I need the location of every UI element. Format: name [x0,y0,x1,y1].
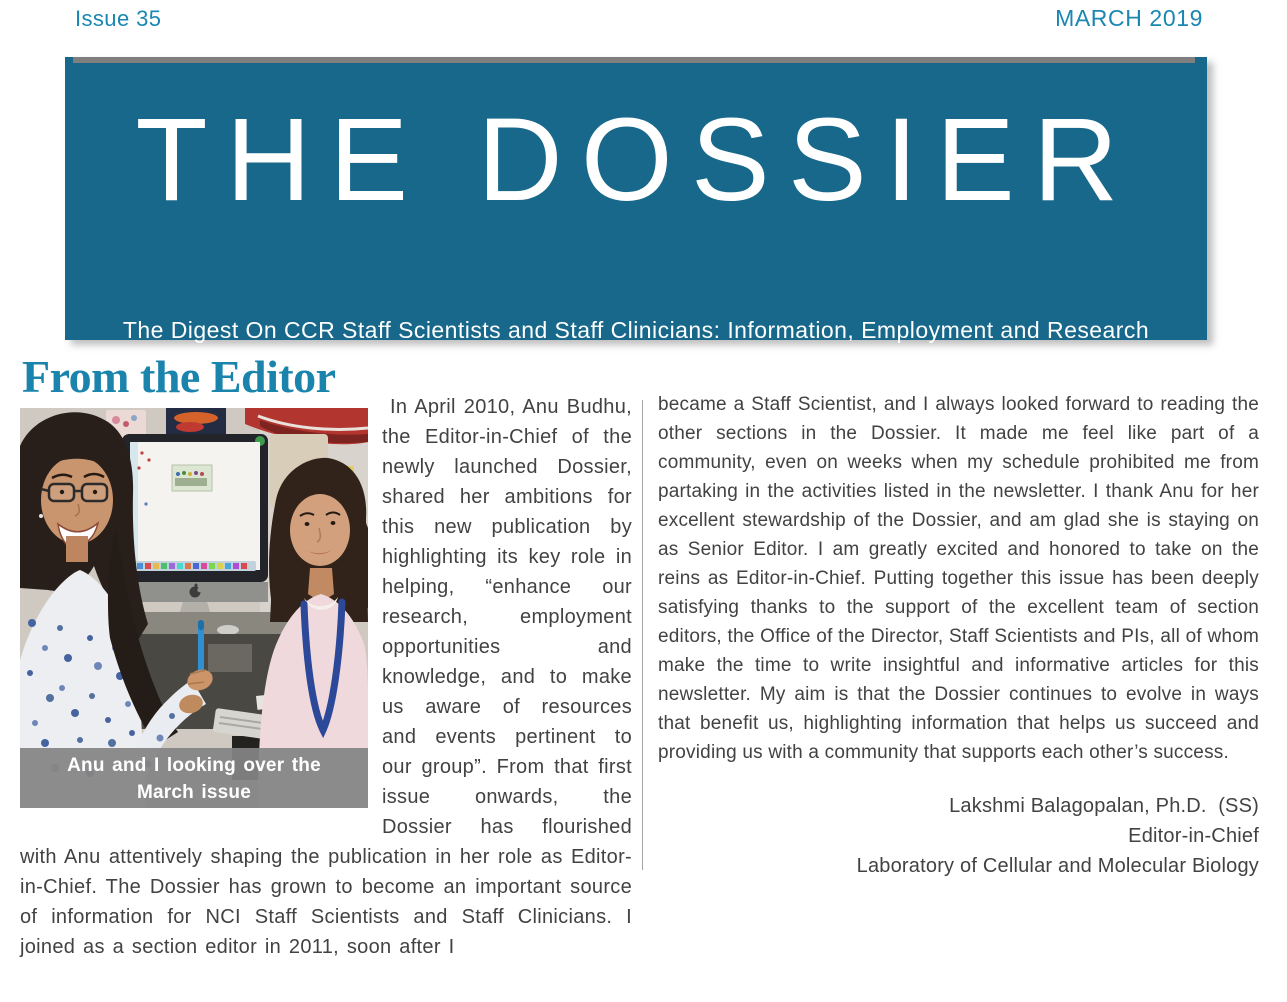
issue-date: MARCH 2019 [1055,5,1203,31]
section-heading: From the Editor [22,351,336,402]
signature-affiliation: Laboratory of Cellular and Molecular Biology [856,855,1259,877]
editor-photo [20,408,368,808]
imac-monitor [122,434,268,627]
right-column [658,390,1259,881]
right-column-text: became a Staff Scientist, and I always looked forward to reading the other sections in the Dossier. It made me feel like part of a community, even on weeks when my schedule prohibited me from partaking in the activities listed in the newsletter. I thank Anu for her excellent stewardship of the Dossier, and am glad she is staying on as Senior Editor. I am greatly excited and honored to take on the reins as Editor-in-Chief. Putting together this issue has been deeply satisfying thanks to the support of the excellent team of section editors, the Office of the Director, Staff Scientists and PIs, all of whom make the time to write insightful and informative articles for this newsletter. My aim is that the Dossier continues to evolve in ways that benefit us, highlighting information that helps us succeed and providing us with a community that supports each other’s success. [658,394,1259,763]
left-column [20,392,632,962]
photo-caption [20,748,368,808]
signature-block [658,791,1259,881]
newsletter-title: THE DOSSIER [135,94,1137,226]
photo-caption-line1: Anu and I looking over the [67,755,321,776]
screen-photo-thumbnail [172,465,212,491]
banner-top-bar [73,57,1195,63]
issue-number: Issue 35 [75,6,162,31]
signature-name: Lakshmi Balagopalan, Ph.D. (SS) [949,795,1259,817]
photo-caption-line2: March issue [136,782,252,803]
left-column-text: In April 2010, Anu Budhu, the Editor-in-Chief of the newly launched Dossier, shared her ambitions for this new publication by highlighting its key role in helping, “enhance our research, employment opportunities and knowledge, and to make us aware of resources and events pertinent to our group”. From that first issue onwards, the Dossier has flourished with Anu attentively shaping the publication in her role as Editor-in-Chief. The Dossier has grown to become an important source of information for NCI Staff Scientists and Staff Clinicians. I joined as a section editor in 2011, soon after I [20,396,632,958]
dock [134,561,256,571]
signature-title: Editor-in-Chief [1128,825,1259,847]
newsletter-subtitle: The Digest On CCR Staff Scientists and Staff Clinicians: Information, Employment and Research [122,317,1150,343]
column-divider [642,400,643,870]
title-banner [65,57,1207,343]
